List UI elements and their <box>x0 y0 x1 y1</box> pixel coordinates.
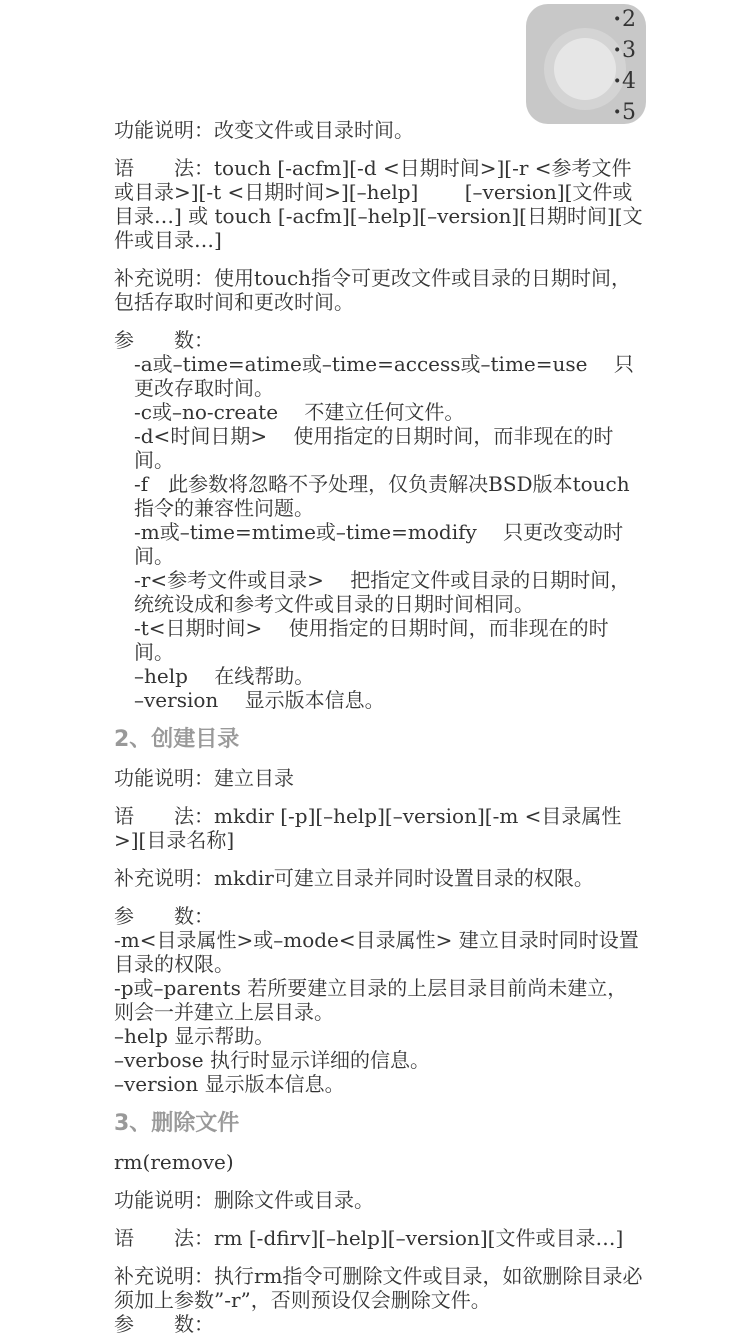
mkdir-syntax: 语 法：mkdir [-p][–help][–version][-m <目录属性>][目录名称] <box>114 804 622 852</box>
mkdir-param: –version 显示版本信息。 <box>114 1072 345 1096</box>
touch-function: 功能说明：改变文件或目录时间。 <box>114 118 414 142</box>
toc-item[interactable]: · 4 <box>613 66 636 97</box>
touch-param: -a或–time=atime或–time=access或–time=use 只更改存取时间。 <box>134 352 634 400</box>
toc-item[interactable]: · 2 <box>613 4 636 35</box>
touch-param: –version 显示版本信息。 <box>134 688 385 712</box>
rm-command: rm(remove) <box>114 1150 234 1174</box>
toc-item[interactable]: · 5 <box>613 97 636 124</box>
section-title-mkdir: 2、创建目录 <box>114 727 240 752</box>
touch-param: -t<日期时间> 使用指定的日期时间，而非现在的时间。 <box>134 616 609 664</box>
rm-syntax: 语 法：rm [-dfirv][–help][–version][文件或目录…] <box>114 1226 624 1250</box>
mkdir-function: 功能说明：建立目录 <box>114 766 294 790</box>
mkdir-param: -m<目录属性>或–mode<目录属性> 建立目录时同时设置目录的权限。 <box>114 928 639 976</box>
mkdir-supplement: 补充说明：mkdir可建立目录并同时设置目录的权限。 <box>114 866 594 890</box>
touch-syntax: 语 法：touch [-acfm][-d <日期时间>][-r <参考文件或目录>][-t <日期时间>][–help] [–version][文件或目录…] 或 touch [-acfm][–help][–version][日期时间][文件或目录…] <box>114 156 643 252</box>
toc-widget[interactable] <box>526 4 646 124</box>
toc-item[interactable]: · 3 <box>613 35 636 66</box>
rm-supplement: 补充说明：执行rm指令可删除文件或目录，如欲删除目录必须加上参数”-r”，否则预设仅会删除文件。 <box>114 1264 643 1312</box>
touch-params-label: 参 数： <box>114 328 214 352</box>
touch-param: -r<参考文件或目录> 把指定文件或目录的日期时间，统统设成和参考文件或目录的日期时间相同。 <box>134 568 631 616</box>
rm-function: 功能说明：删除文件或目录。 <box>114 1188 374 1212</box>
article-content <box>114 118 644 1336</box>
toc-list[interactable] <box>613 4 636 124</box>
touch-supplement: 补充说明：使用touch指令可更改文件或目录的日期时间，包括存取时间和更改时间。 <box>114 266 632 314</box>
mkdir-param: –help 显示帮助。 <box>114 1024 275 1048</box>
section-title-rm: 3、删除文件 <box>114 1111 240 1136</box>
rm-params-label: 参 数： <box>114 1312 214 1336</box>
mkdir-params-label: 参 数： <box>114 904 214 928</box>
toc-inner-circle <box>554 38 616 100</box>
touch-param: -c或–no-create 不建立任何文件。 <box>134 400 465 424</box>
mkdir-param: –verbose 执行时显示详细的信息。 <box>114 1048 430 1072</box>
mkdir-param: -p或–parents 若所要建立目录的上层目录目前尚未建立，则会一并建立上层目录。 <box>114 976 628 1024</box>
touch-param: -m或–time=mtime或–time=modify 只更改变动时间。 <box>134 520 624 568</box>
touch-param: –help 在线帮助。 <box>134 664 315 688</box>
touch-param: -d<时间日期> 使用指定的日期时间，而非现在的时间。 <box>134 424 614 472</box>
touch-param: -f 此参数将忽略不予处理，仅负责解决BSD版本touch指令的兼容性问题。 <box>134 472 630 520</box>
